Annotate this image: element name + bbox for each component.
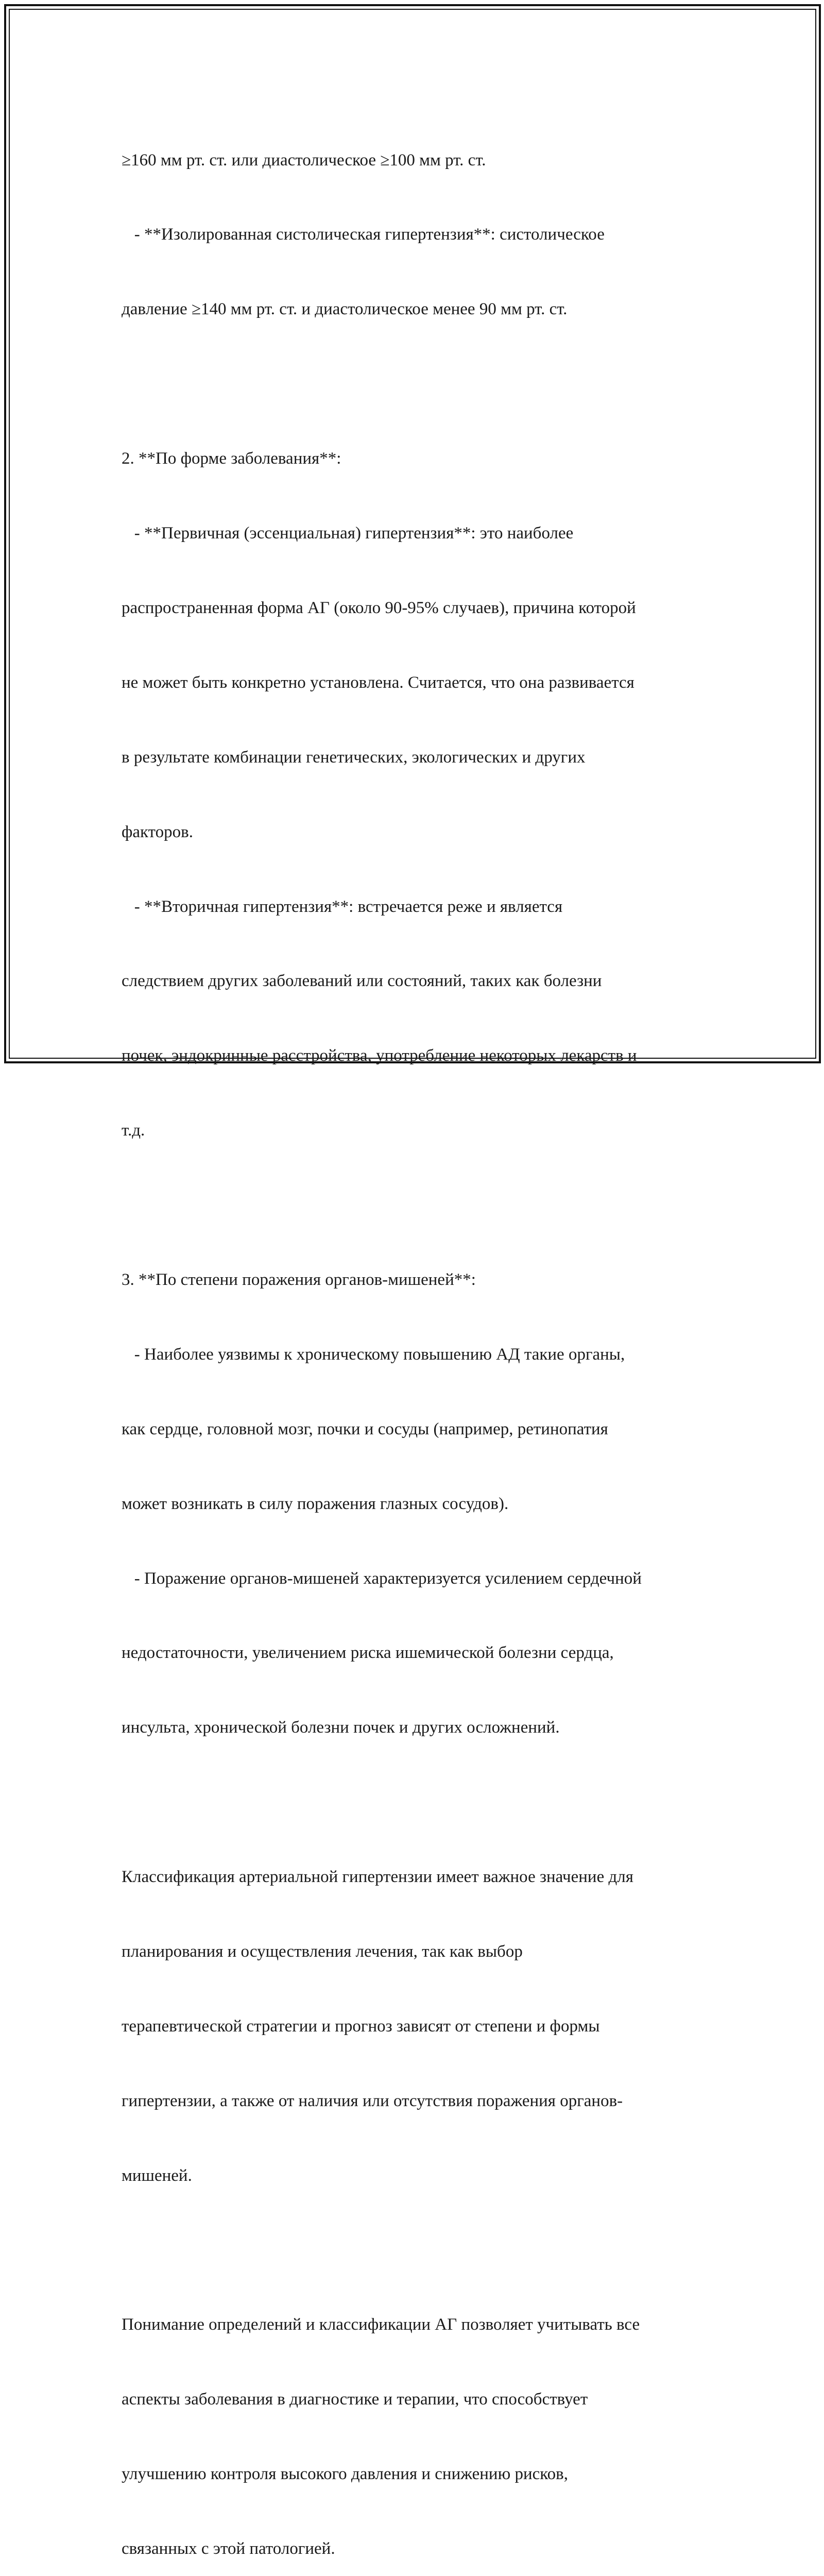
paragraph-line: гипертензии, а также от наличия или отсутствия поражения органов- (122, 2091, 623, 2110)
text-line: не может быть конкретно установлена. Считается, что она развивается (122, 673, 634, 692)
text-line: инсульта, хронической болезни почек и других осложнений. (122, 1718, 560, 1737)
paragraph-line: Классификация артериальной гипертензии имеет важное значение для (122, 1868, 633, 1887)
blank-line (122, 371, 714, 396)
blank-line (122, 2238, 714, 2263)
section-heading: 2. **По форме заболевания**: (122, 449, 341, 468)
text-line: может возникать в силу поражения глазных сосудов). (122, 1494, 509, 1513)
text-line: - **Изолированная систолическая гипертензия**: систолическое (122, 225, 605, 244)
text-line: факторов. (122, 822, 193, 841)
blank-line (122, 1193, 714, 1217)
paragraph-line: мишеней. (122, 2166, 192, 2185)
paragraph-line: улучшению контроля высокого давления и снижению рисков, (122, 2465, 568, 2484)
paragraph-line: аспекты заболевания в диагностике и терапии, что способствует (122, 2390, 588, 2409)
text-line: распространенная форма АГ (около 90-95% случаев), причина которой (122, 598, 636, 617)
text-line: в результате комбинации генетических, экологических и других (122, 748, 586, 767)
text-line: следствием других заболеваний или состояний, таких как болезни (122, 972, 602, 991)
blank-line (122, 1790, 714, 1815)
text-line: - Наиболее уязвимы к хроническому повышению АД такие органы, (122, 1345, 625, 1364)
paragraph-line: терапевтической стратегии и прогноз зависят от степени и формы (122, 2016, 600, 2036)
paragraph-line: связанных с этой патологией. (122, 2539, 335, 2558)
paragraph-line: планирования и осуществления лечения, так как выбор (122, 1942, 523, 1961)
text-line: ≥160 мм рт. ст. или диастолическое ≥100 мм рт. ст. (122, 150, 486, 170)
text-line: - Поражение органов-мишеней характеризуется усилением сердечной (122, 1569, 642, 1588)
text-line: - **Первичная (эссенциальная) гипертензия**: это наиболее (122, 524, 574, 543)
text-line: почек, эндокринные расстройства, употребление некоторых лекарств и (122, 1046, 637, 1065)
document-body (122, 98, 714, 2576)
text-line: как сердце, головной мозг, почки и сосуды (например, ретинопатия (122, 1419, 608, 1438)
text-line: давление ≥140 мм рт. ст. и диастолическое менее 90 мм рт. ст. (122, 300, 568, 319)
text-line: недостаточности, увеличением риска ишемической болезни сердца, (122, 1643, 614, 1663)
text-line: т.д. (122, 1121, 145, 1140)
paragraph-line: Понимание определений и классификации АГ позволяет учитывать все (122, 2315, 640, 2334)
text-line: - **Вторичная гипертензия**: встречается реже и является (122, 897, 563, 916)
section-heading: 3. **По степени поражения органов-мишеней**: (122, 1270, 476, 1289)
